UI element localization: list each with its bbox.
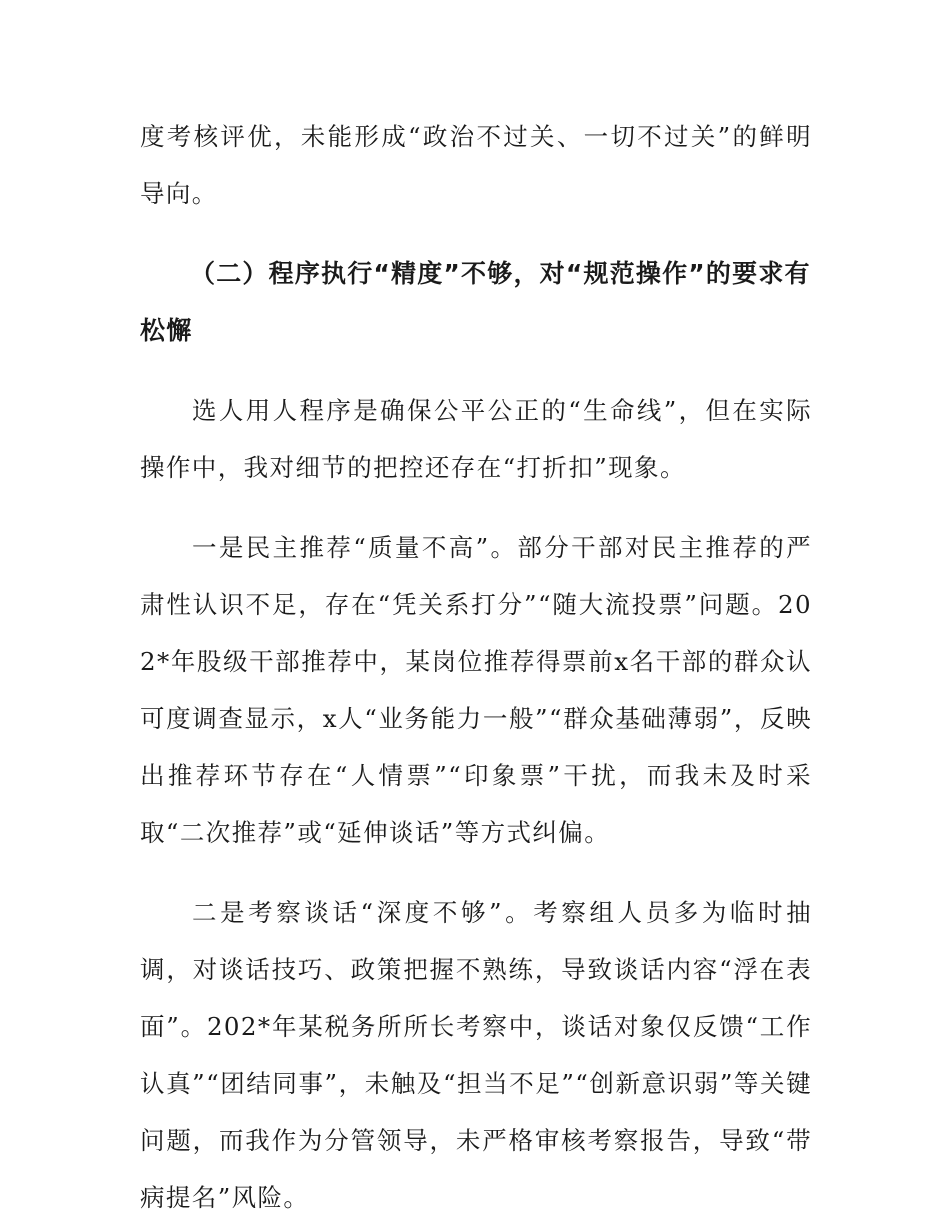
intro-paragraph: 选人用人程序是确保公平公正的“生命线”，但在实际操作中，我对细节的把控还存在“打折扣”现象。 [140, 396, 812, 482]
document-page [140, 108, 812, 1226]
point-two-paragraph: 二是考察谈话“深度不够”。考察组人员多为临时抽调，对谈话技巧、政策把握不熟练，导致谈话内容“浮在表面”。202*年某税务所所长考察中，谈话对象仅反馈“工作认真”“团结同事”，未触及“担当不足”“创新意识弱”等关键问题，而我作为分管领导，未严格审核考察报告，导致“带病提名”风险。 [140, 898, 812, 1212]
continuation-paragraph: 度考核评优，未能形成“政治不过关、一切不过关”的鲜明导向。 [140, 122, 812, 208]
point-one-paragraph: 一是民主推荐“质量不高”。部分干部对民主推荐的严肃性认识不足，存在“凭关系打分”“随大流投票”问题。202*年股级干部推荐中，某岗位推荐得票前x名干部的群众认可度调查显示，x人“业务能力一般”“群众基础薄弱”，反映出推荐环节存在“人情票”“印象票”干扰，而我未及时采取“二次推荐”或“延伸谈话”等方式纠偏。 [140, 533, 812, 847]
section-heading: （二）程序执行“精度”不够，对“规范操作”的要求有松懈 [140, 259, 811, 345]
